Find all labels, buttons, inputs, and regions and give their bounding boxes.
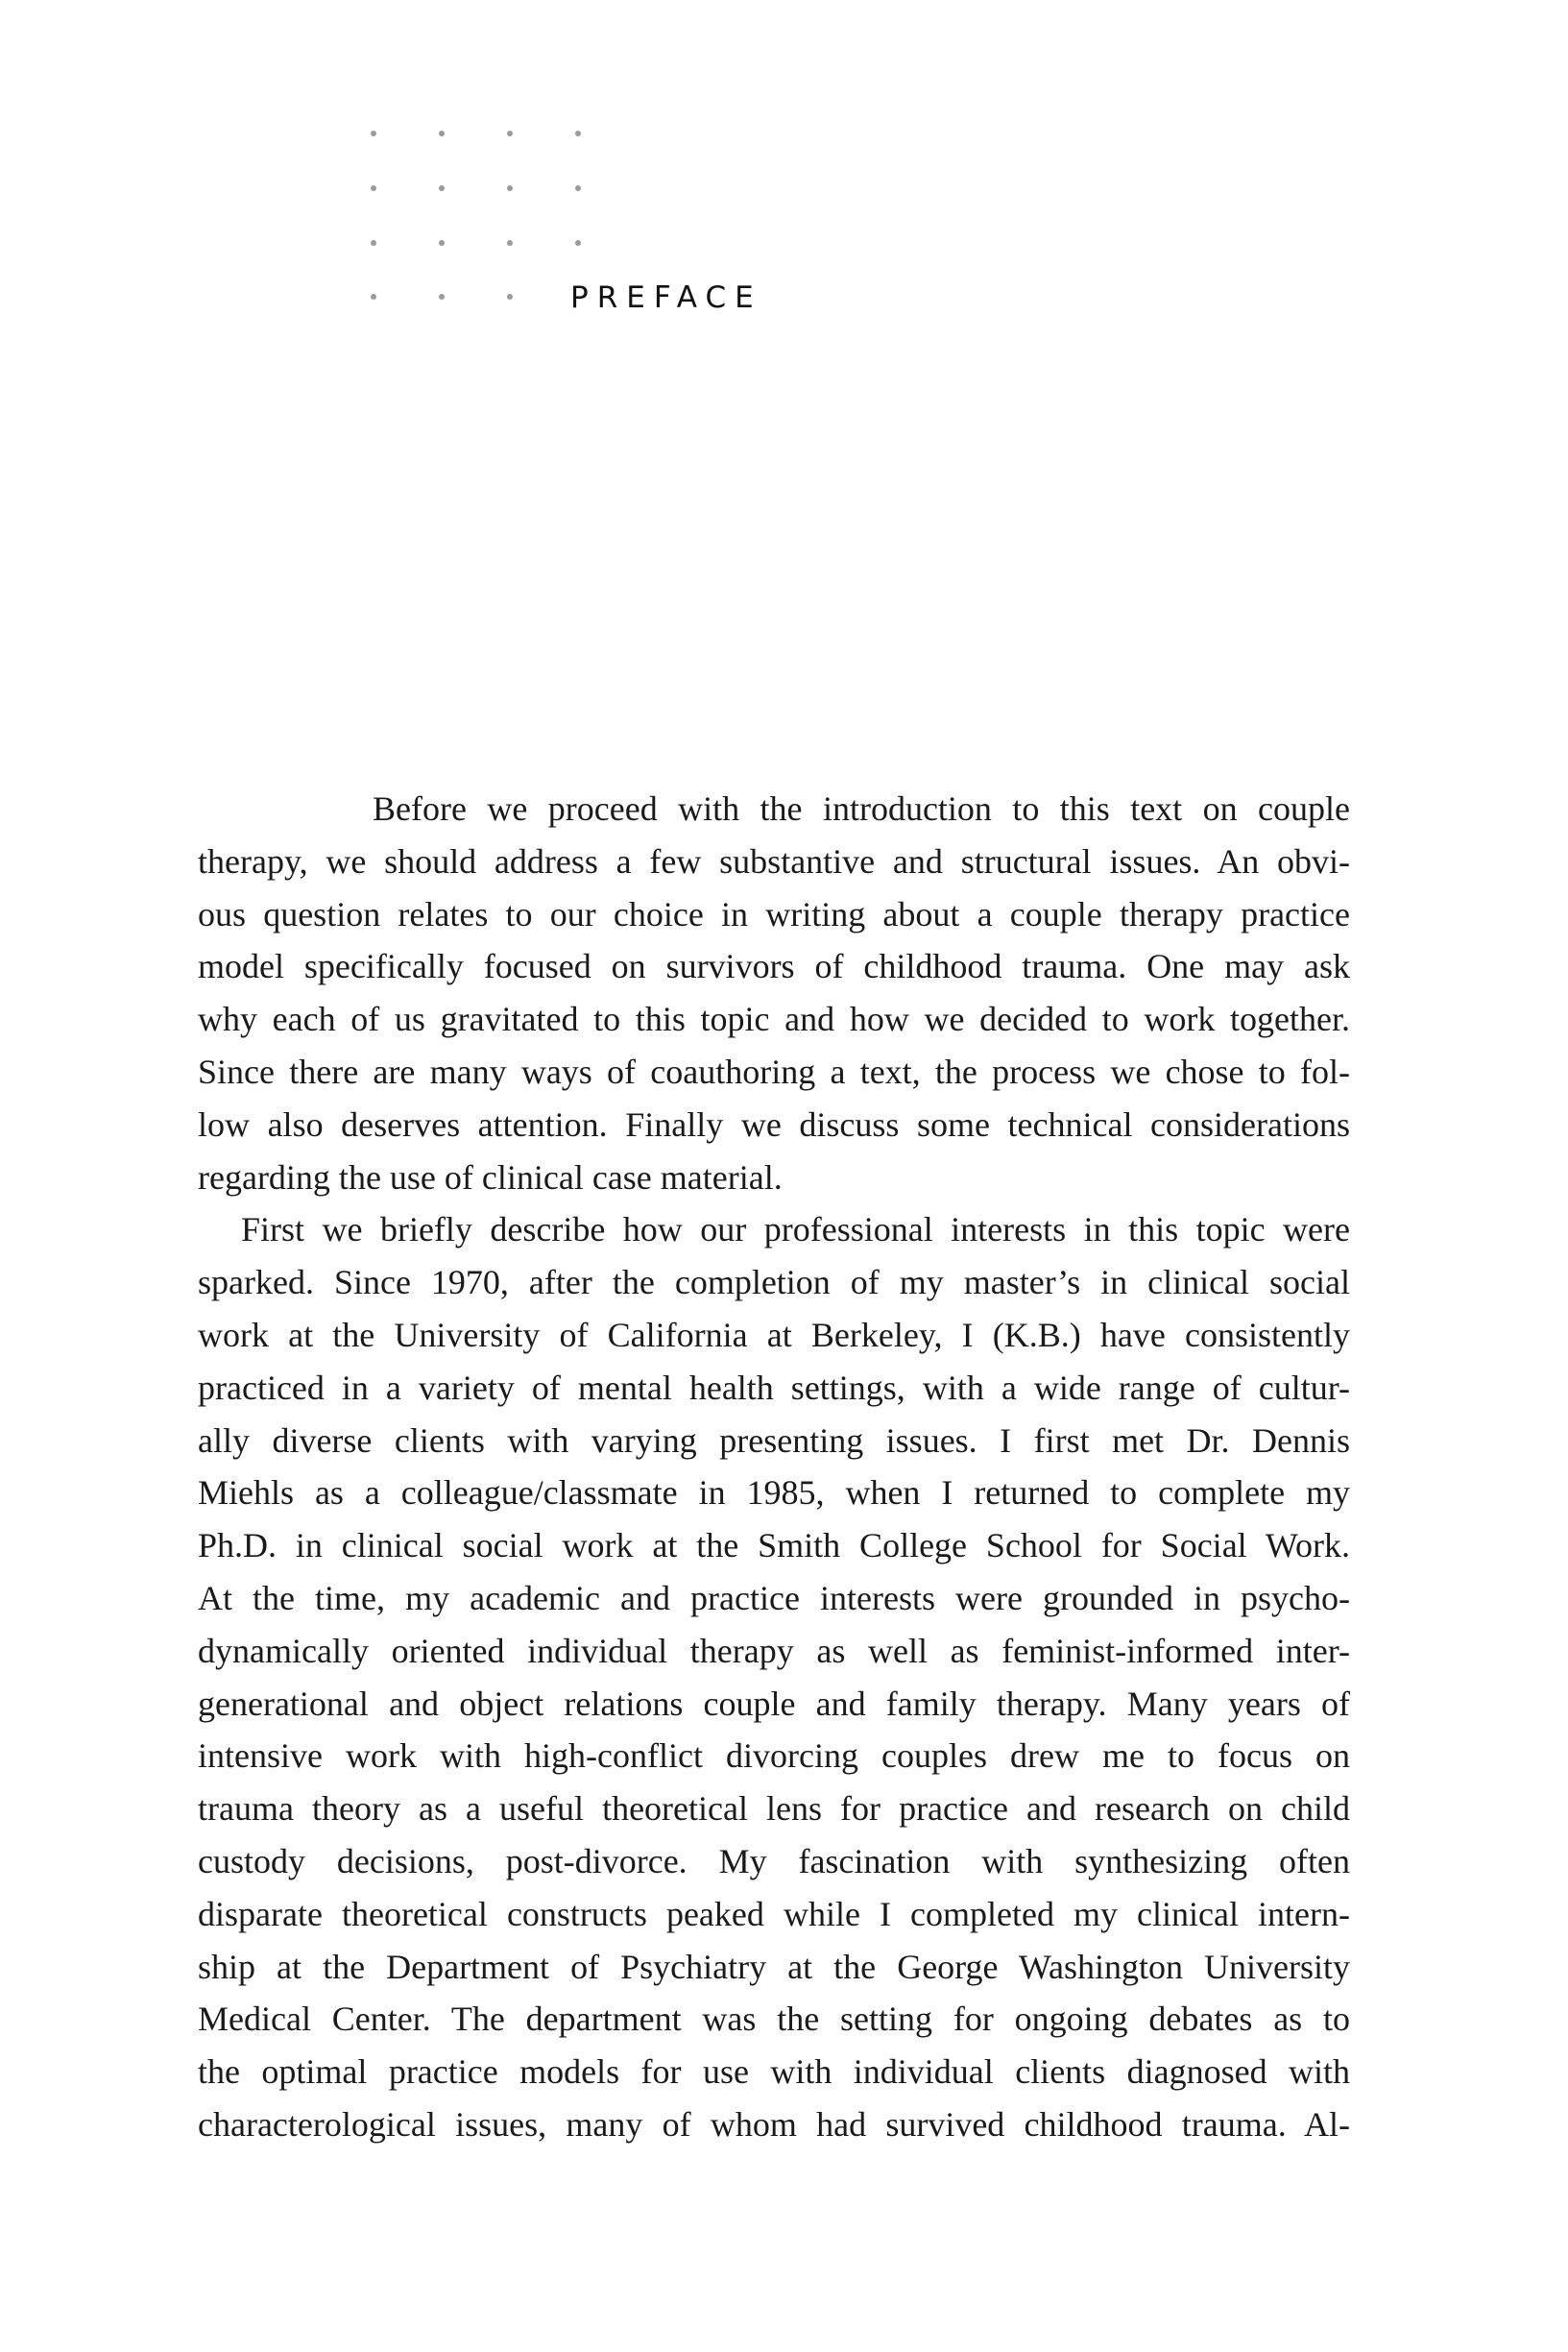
text-line: disparate theoretical constructs peaked while I completed my clinical intern- — [198, 1894, 1350, 1933]
text-line: model specifically focused on survivors of childhood trauma. One may ask — [198, 947, 1350, 986]
text-line: Ph.D. in clinical social work at the Smith College School for Social Work. — [198, 1526, 1350, 1565]
text-line: the optimal practice models for use with individual clients diagnosed with — [198, 2052, 1350, 2092]
text-line: First we briefly describe how our professional interests in this topic were — [241, 1210, 1350, 1249]
text-line: low also deserves attention. Finally we discuss some technical considerations — [198, 1104, 1350, 1144]
ornament-dot — [371, 131, 376, 136]
text-line: ous question relates to our choice in writing about a couple therapy practice — [198, 894, 1350, 934]
text-line: ship at the Department of Psychiatry at the George Washington University — [198, 1947, 1350, 1986]
text-line: custody decisions, post-divorce. My fascination with synthesizing often — [198, 1841, 1350, 1880]
text-line: intensive work with high-conflict divorcing couples drew me to focus on — [198, 1736, 1350, 1776]
text-line: work at the University of California at Berkeley, I (K.B.) have consistently — [198, 1315, 1350, 1354]
ornament-dot — [439, 185, 445, 191]
text-line: Before we proceed with the introduction to this text on couple — [373, 789, 1350, 828]
ornament-dot — [507, 185, 513, 191]
text-line: Medical Center. The department was the setting for ongoing debates as to — [198, 2000, 1350, 2039]
ornament-dot — [507, 131, 513, 136]
ornament-dot — [439, 131, 445, 136]
text-line: characterological issues, many of whom had survived childhood trauma. Al- — [198, 2104, 1350, 2144]
ornament-dot — [439, 294, 445, 300]
text-line: Miehls as a colleague/classmate in 1985, when I returned to complete my — [198, 1473, 1350, 1513]
ornament-dot — [575, 240, 581, 246]
text-line: therapy, we should address a few substantive and structural issues. An obvi- — [198, 841, 1350, 881]
ornament-dot — [507, 294, 513, 300]
ornament-dot — [575, 185, 581, 191]
text-line: sparked. Since 1970, after the completion of my master’s in clinical social — [198, 1263, 1350, 1302]
ornament-dot — [371, 240, 376, 246]
ornament-dot — [371, 185, 376, 191]
ornament-dot — [575, 131, 581, 136]
text-line: ally diverse clients with varying presenting issues. I first met Dr. Dennis — [198, 1420, 1350, 1460]
text-line: generational and object relations couple and family therapy. Many years of — [198, 1684, 1350, 1723]
text-line: why each of us gravitated to this topic and how we decided to work together. — [198, 1000, 1350, 1039]
paragraph-2 — [198, 1203, 1350, 2150]
ornament-dot — [439, 240, 445, 246]
body-text — [198, 783, 1350, 2151]
paragraph-1 — [198, 783, 1350, 1203]
text-line: trauma theory as a useful theoretical lens for practice and research on child — [198, 1789, 1350, 1829]
text-line: Since there are many ways of coauthoring a text, the process we chose to fol- — [198, 1052, 1350, 1091]
text-line: regarding the use of clinical case material. — [198, 1157, 783, 1197]
text-line: practiced in a variety of mental health settings, with a wide range of cultur- — [198, 1368, 1350, 1407]
chapter-heading: PREFACE — [570, 280, 762, 315]
text-line: dynamically oriented individual therapy as well as feminist-informed inter- — [198, 1631, 1350, 1670]
ornament-dot — [507, 240, 513, 246]
ornament-dot — [371, 294, 376, 300]
text-line: At the time, my academic and practice interests were grounded in psycho- — [198, 1578, 1350, 1617]
